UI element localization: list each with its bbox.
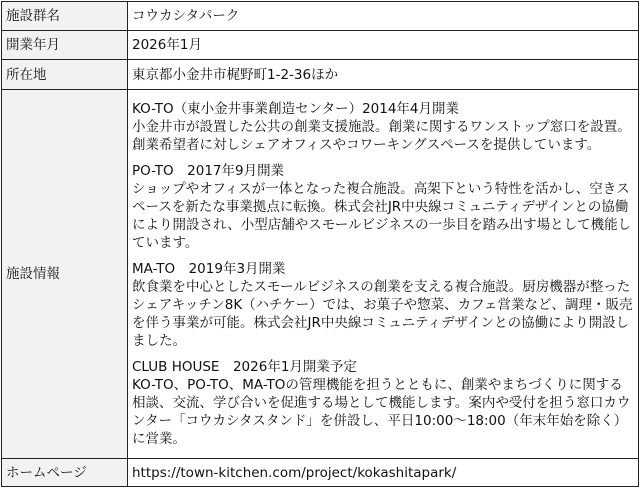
facility-description: 飲食業を中心としたスモールビジネスの創業を支える複合施設。厨房機器が整ったシェアキッチン8K（ハチケー）では、お菓子や惣菜、カフェ営業など、調理・販売を伴う事業が可能。株式会社JR中央線コミュニティデザインとの協働により開設しました。	[132, 279, 633, 349]
value-opening-date: 2026年1月	[128, 31, 639, 60]
label-homepage: ホームページ	[2, 459, 128, 487]
label-opening-date: 開業年月	[2, 31, 128, 60]
facility-description: 小金井市が設置した公共の創業支援施設。創業に関するワンストップ窓口を設置。創業希望者に対しシェアオフィスやコワーキングスペースを提供しています。	[132, 119, 631, 153]
value-facility-info	[128, 90, 639, 459]
value-homepage	[128, 459, 639, 487]
label-facility-info: 施設情報	[2, 90, 128, 459]
facility-info-table	[1, 1, 639, 487]
homepage-link[interactable]: https://town-kitchen.com/project/kokashitapark/	[132, 464, 457, 481]
facility-heading: KO-TO（東小金井事業創造センター）2014年4月開業	[132, 101, 460, 117]
facility-heading: MA-TO 2019年3月開業	[132, 261, 286, 277]
label-facility-group-name: 施設群名	[2, 2, 128, 31]
row-opening-date	[2, 31, 639, 60]
value-location: 東京都小金井市梶野町1-2-36ほか	[128, 60, 639, 90]
facility-description: ショップやオフィスが一体となった複合施設。高架下という特性を活かし、空きスペースを新たな事業拠点に転換。株式会社JR中央線コミュニティデザインとの協働により開設され、小型店舗やスモールビジネスの一歩目を踏み出す場として機能しています。	[132, 181, 632, 251]
facility-heading: PO-TO 2017年9月開業	[132, 163, 285, 179]
label-location: 所在地	[2, 60, 128, 90]
row-facility-info	[2, 90, 639, 459]
facility-club-house	[132, 358, 634, 448]
facility-heading: CLUB HOUSE 2026年1月開業予定	[132, 359, 357, 375]
value-facility-group-name: コウカシタパーク	[128, 2, 639, 31]
row-homepage	[2, 459, 639, 487]
facility-ko-to	[132, 100, 634, 154]
facility-description: KO-TO、PO-TO、MA-TOの管理機能を担うとともに、創業やまちづくりに関する相談、交流、学び合いを促進する場として機能します。案内や受付を担う窓口カウンター「コウカシタスタンド」を併設し、平日10:00～18:00（年末年始を除く）に営業。	[132, 377, 631, 447]
facility-po-to	[132, 162, 634, 252]
row-location	[2, 60, 639, 90]
row-facility-group-name	[2, 2, 639, 31]
facility-ma-to	[132, 260, 634, 350]
